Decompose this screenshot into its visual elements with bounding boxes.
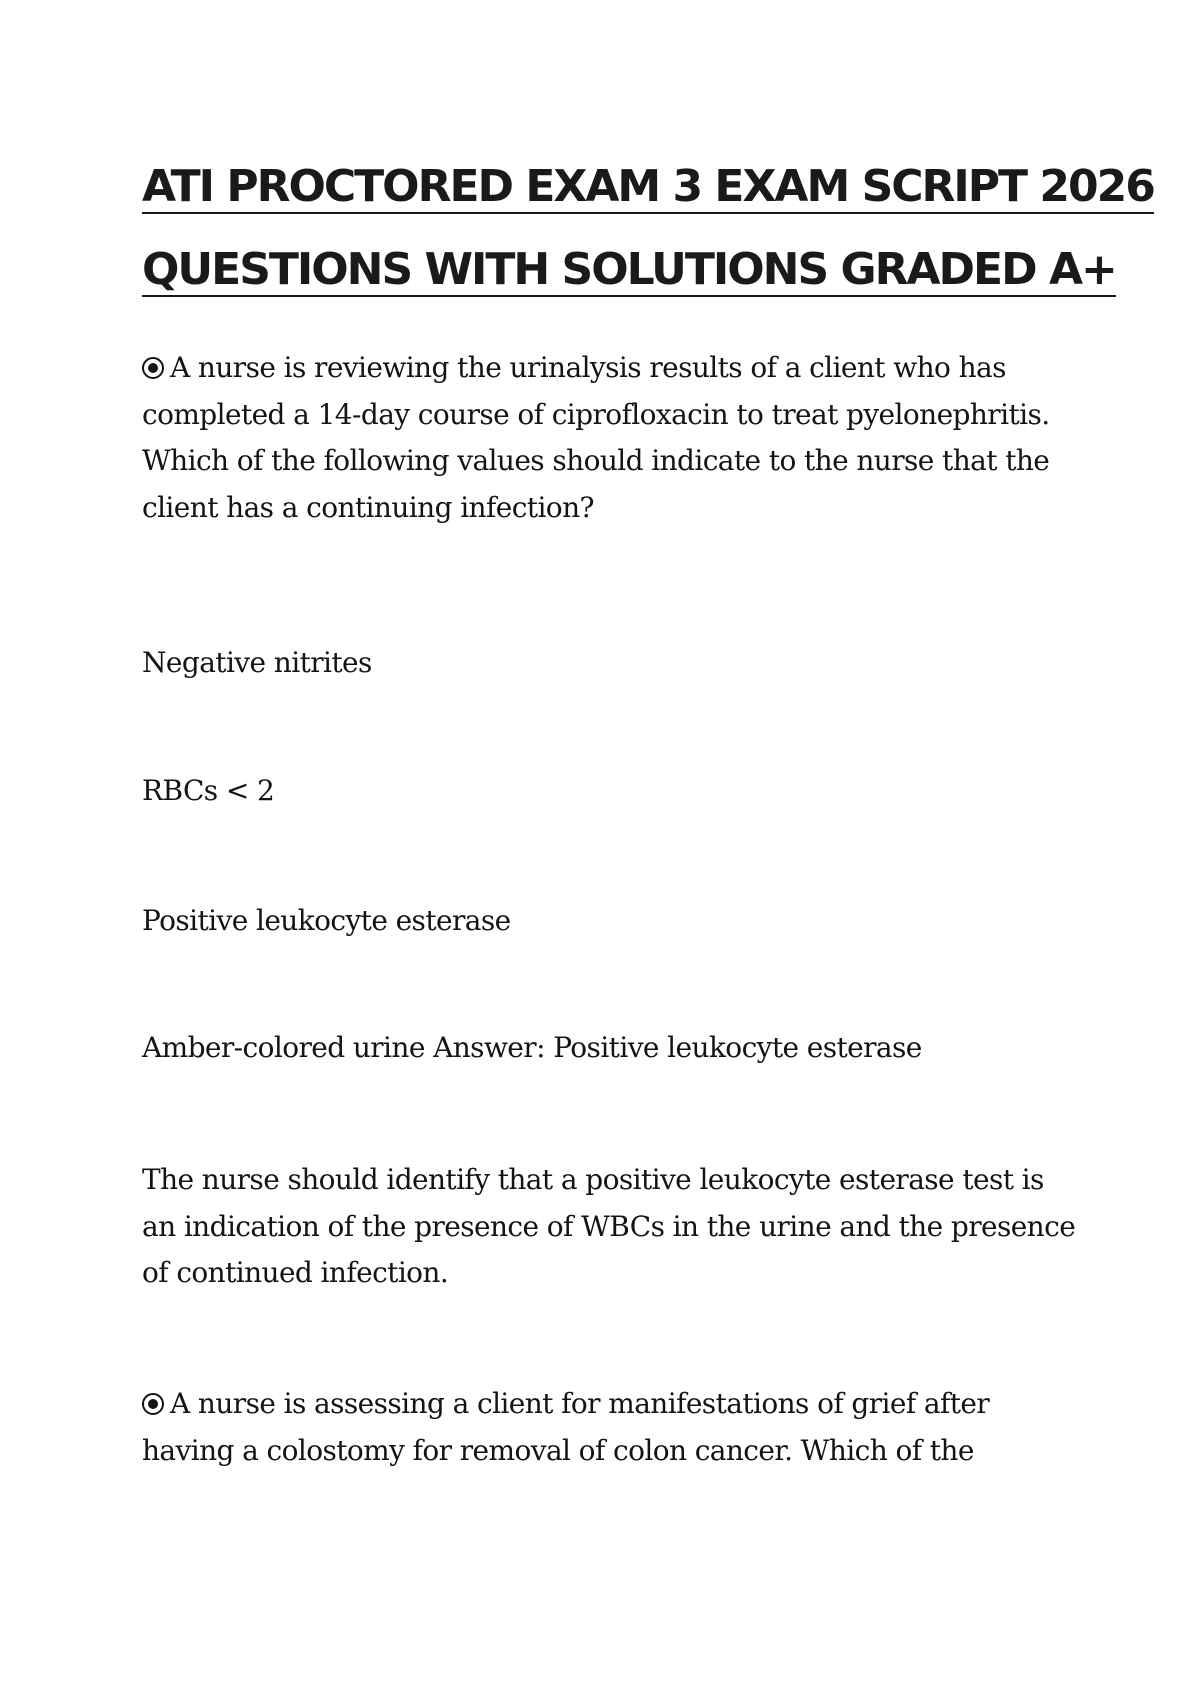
option-3: Positive leukocyte esterase xyxy=(142,904,511,937)
question-2-stem: A nurse is assessing a client for manifestations of grief after having a colostomy for removal of colon cancer. Which of the xyxy=(142,1387,990,1467)
option-1: Negative nitrites xyxy=(142,646,372,679)
question-1 xyxy=(142,345,1082,531)
document-title xyxy=(142,150,1154,316)
option-2: RBCs < 2 xyxy=(142,774,275,807)
answer-rationale: The nurse should identify that a positive leukocyte esterase test is an indication of the presence of WBCs in the urine and the presence of continued infection. xyxy=(142,1163,1076,1289)
title-line-2: QUESTIONS WITH SOLUTIONS GRADED A+ xyxy=(142,244,1116,295)
title-line-1: ATI PROCTORED EXAM 3 EXAM SCRIPT 2026 xyxy=(142,161,1154,212)
question-1-stem: A nurse is reviewing the urinalysis results of a client who has completed a 14-day course of ciprofloxacin to treat pyelonephritis. Which of the following values should indicate to the nurse that the client has a continuing infection? xyxy=(142,351,1050,524)
question-2 xyxy=(142,1381,1082,1474)
option-4-with-answer: Amber-colored urine Answer: Positive leukocyte esterase xyxy=(142,1031,922,1064)
radio-bullet-icon xyxy=(142,357,164,379)
radio-bullet-icon xyxy=(142,1393,164,1415)
